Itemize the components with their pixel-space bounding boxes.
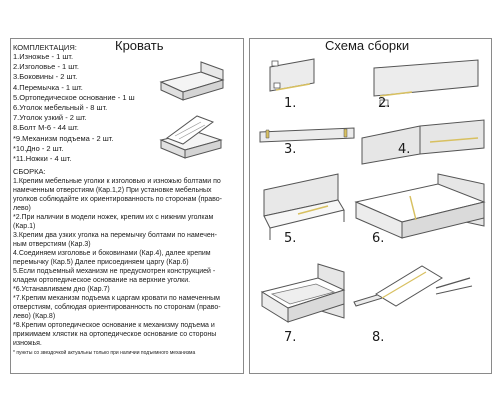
assembly-line: намеченным отверстиям (Кар.1,2) При установке мебельных <box>13 187 212 194</box>
component-item: 3.Боковины - 2 шт. <box>13 72 78 82</box>
component-item: 5.Ортопедическое основание - 1 ш <box>13 92 135 102</box>
komplekt-heading: КОМПЛЕКТАЦИЯ: <box>13 43 77 52</box>
component-item: 2.Изголовье - 1 шт. <box>13 62 79 72</box>
bed-illustration <box>153 60 228 105</box>
assembly-line: 3.Крепим два узких уголка на перемычку болтами по намечен- <box>13 232 217 239</box>
assembly-line: отверстиям, соблюдая ориентированность по сторонам (право- <box>13 304 221 311</box>
step-7-label: 7. <box>284 330 297 345</box>
assembly-line: *2.При наличии в модели ножек, крепим их с нижним уголкам <box>13 214 214 221</box>
step-5-label: 5. <box>284 231 297 246</box>
step-2-label: 2. <box>378 96 391 111</box>
step-1-diagram <box>262 57 317 99</box>
assembly-line: *6.Устанавливаем дно (Кар.7) <box>13 286 110 293</box>
step-7-diagram <box>258 262 346 340</box>
component-item: 7.Уголок узкий - 2 шт. <box>13 113 87 123</box>
assembly-line: *7.Крепим механизм подъема к царгам кровати по намеченным <box>13 295 220 302</box>
component-item: *10.Дно - 2 шт. <box>13 143 64 153</box>
footnote: * пункты со звездочкой актуальны только при наличии подъемного механизма <box>13 350 196 356</box>
component-item: 4.Перемычка - 1 шт. <box>13 82 83 92</box>
component-item: 6.Уголок мебельный - 8 шт. <box>13 103 108 112</box>
component-item: 1.Изножье - 1 шт. <box>13 52 74 61</box>
assembly-heading: СБОРКА: <box>13 167 46 176</box>
step-4-label: 4. <box>398 142 411 157</box>
assembly-line: *8.Крепим ортопедическое основание к механизму подъема и <box>13 322 215 329</box>
component-item: *11.Ножки - 4 шт. <box>13 154 72 163</box>
scheme-title: Схема сборки <box>325 38 410 53</box>
assembly-line: 1.Крепим мебельные уголки к изголовью и изножью болтами по <box>13 178 221 185</box>
assembly-line: 5.Если подъемный механизм не предусмотрен конструкцией - <box>13 268 216 275</box>
step-1-label: 1. <box>284 96 297 111</box>
assembly-line: прижимаем хлястик на ортопедическое основание со стороны <box>13 331 217 338</box>
step-8-label: 8. <box>372 330 385 345</box>
step-3-label: 3. <box>284 142 297 157</box>
component-item: 8.Болт М-6 - 44 шт. <box>13 123 79 133</box>
assembly-line: кладем ортопедическое основание на верхние уголки. <box>13 277 191 284</box>
step-4-diagram <box>360 118 486 166</box>
assembly-line: перемычку (Кар.5) Далее присоединяем царгу (Кар.6) <box>13 259 189 266</box>
assembly-line: уголков соблюдайте их ориентированность по сторонам (право- <box>13 196 223 203</box>
step-5-diagram <box>258 170 346 244</box>
component-item: *9.Механизм подъема - 2 шт. <box>13 133 114 143</box>
assembly-line: 4.Соединяем изголовье и боковинами (Кар.4), далее крепим <box>13 250 211 257</box>
assembly-line: изножья. <box>13 340 42 347</box>
step-8-diagram <box>352 258 486 340</box>
step-3-diagram <box>258 126 356 152</box>
step-6-label: 6. <box>372 231 385 246</box>
bed-lift-illustration <box>153 112 228 160</box>
assembly-line: лево) (Кар.8) <box>13 313 56 320</box>
assembly-line: лево) <box>13 205 31 212</box>
assembly-line: ным отверстиям (Кар.3) <box>13 241 91 248</box>
assembly-line: (Кар.1) <box>13 223 36 230</box>
bed-title: Кровать <box>115 38 164 53</box>
